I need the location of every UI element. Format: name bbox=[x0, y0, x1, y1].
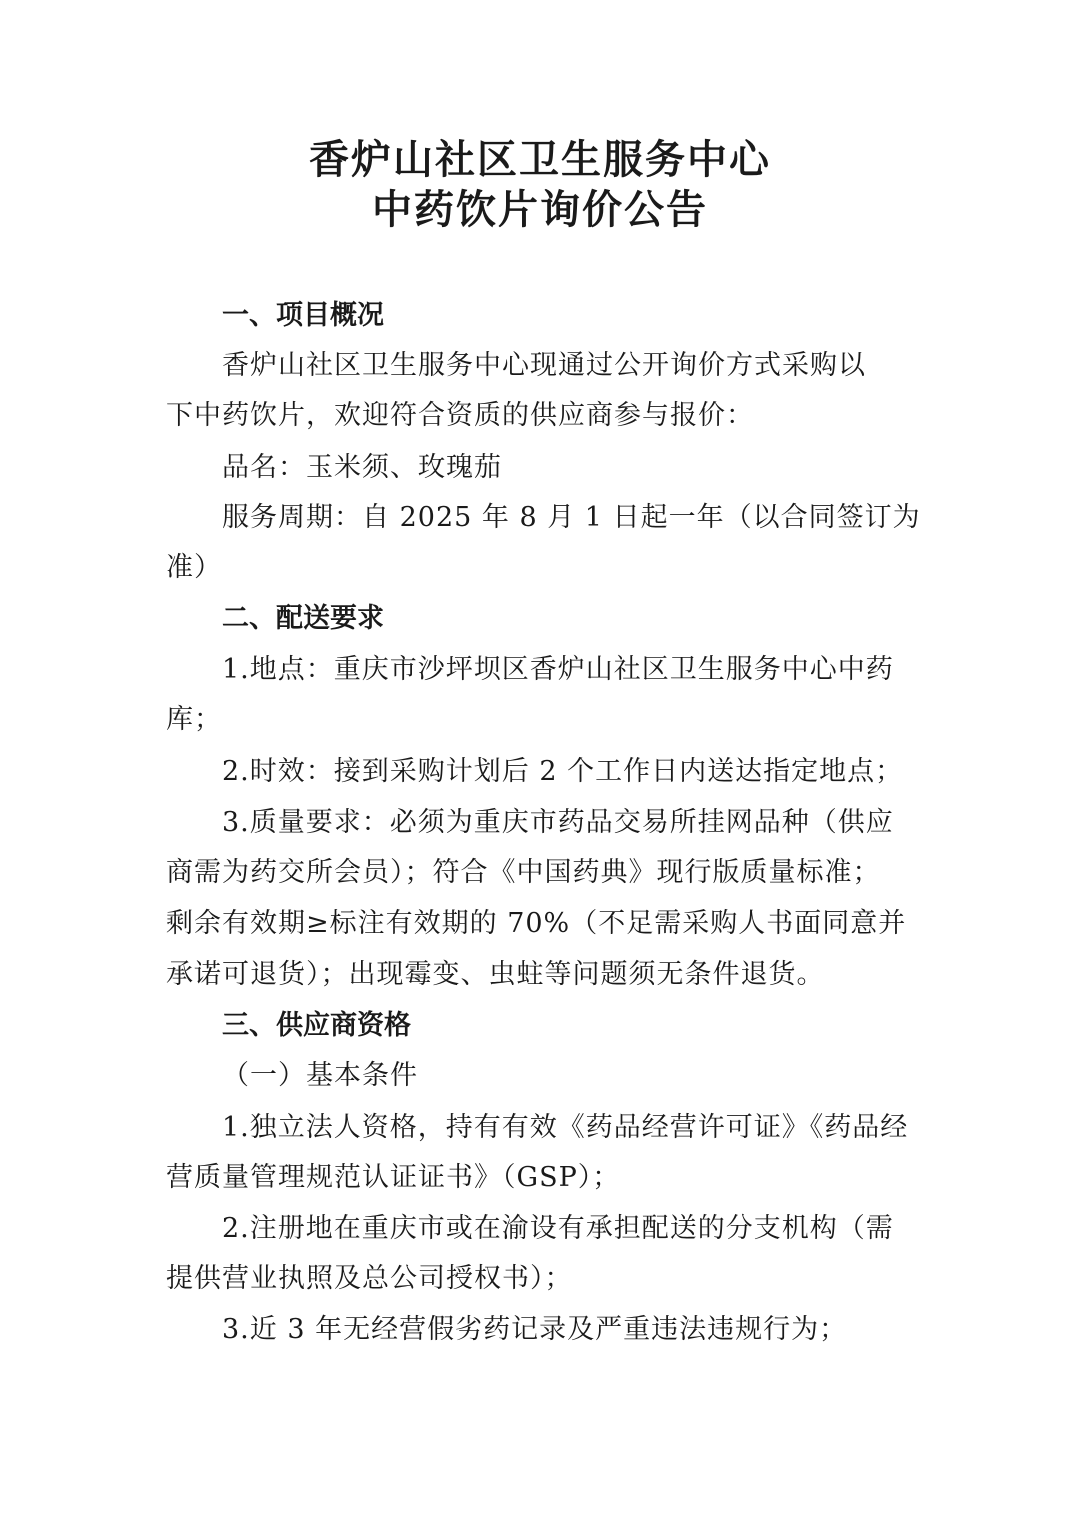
section1-products: 品名：玉米须、玫瑰茄 bbox=[222, 452, 502, 483]
section1-heading: 一、项目概况 bbox=[222, 300, 384, 331]
section3-item1-line1: 1.独立法人资格，持有有效《药品经营许可证》《药品经 bbox=[222, 1112, 909, 1143]
section1-period-line2: 准） bbox=[166, 552, 222, 583]
section3-sub1: （一）基本条件 bbox=[222, 1060, 418, 1091]
section2-item2: 2.时效：接到采购计划后 2 个工作日内送达指定地点； bbox=[222, 756, 904, 787]
section2-item1-line2: 库； bbox=[166, 704, 222, 735]
section3-item1-line2: 营质量管理规范认证证书》（GSP）； bbox=[166, 1162, 621, 1193]
section1-period-line1: 服务周期：自 2025 年 8 月 1 日起一年（以合同签订为 bbox=[222, 502, 921, 533]
section2-heading: 二、配送要求 bbox=[222, 603, 384, 634]
section2-item3-line3: 剩余有效期≥标注有效期的 70%（不足需采购人书面同意并 bbox=[166, 908, 907, 939]
section1-intro-line2: 下中药饮片，欢迎符合资质的供应商参与报价： bbox=[166, 400, 754, 431]
section3-item2-line1: 2.注册地在重庆市或在渝设有承担配送的分支机构（需 bbox=[222, 1213, 894, 1244]
section3-item3: 3.近 3 年无经营假劣药记录及严重违法违规行为； bbox=[222, 1314, 848, 1345]
section2-item1-line1: 1.地点：重庆市沙坪坝区香炉山社区卫生服务中心中药 bbox=[222, 654, 894, 685]
section3-heading: 三、供应商资格 bbox=[222, 1010, 411, 1041]
section2-item3-line1: 3.质量要求：必须为重庆市药品交易所挂网品种（供应 bbox=[222, 807, 894, 838]
document-title-line1: 香炉山社区卫生服务中心 bbox=[309, 137, 771, 183]
section2-item3-line2: 商需为药交所会员）；符合《中国药典》现行版质量标准； bbox=[166, 857, 881, 888]
section2-item3-line4: 承诺可退货）；出现霉变、虫蛀等问题须无条件退货。 bbox=[166, 959, 825, 990]
document-title-line2: 中药饮片询价公告 bbox=[372, 187, 708, 233]
section1-intro-line1: 香炉山社区卫生服务中心现通过公开询价方式采购以 bbox=[222, 350, 866, 381]
section3-item2-line2: 提供营业执照及总公司授权书）； bbox=[166, 1263, 573, 1294]
